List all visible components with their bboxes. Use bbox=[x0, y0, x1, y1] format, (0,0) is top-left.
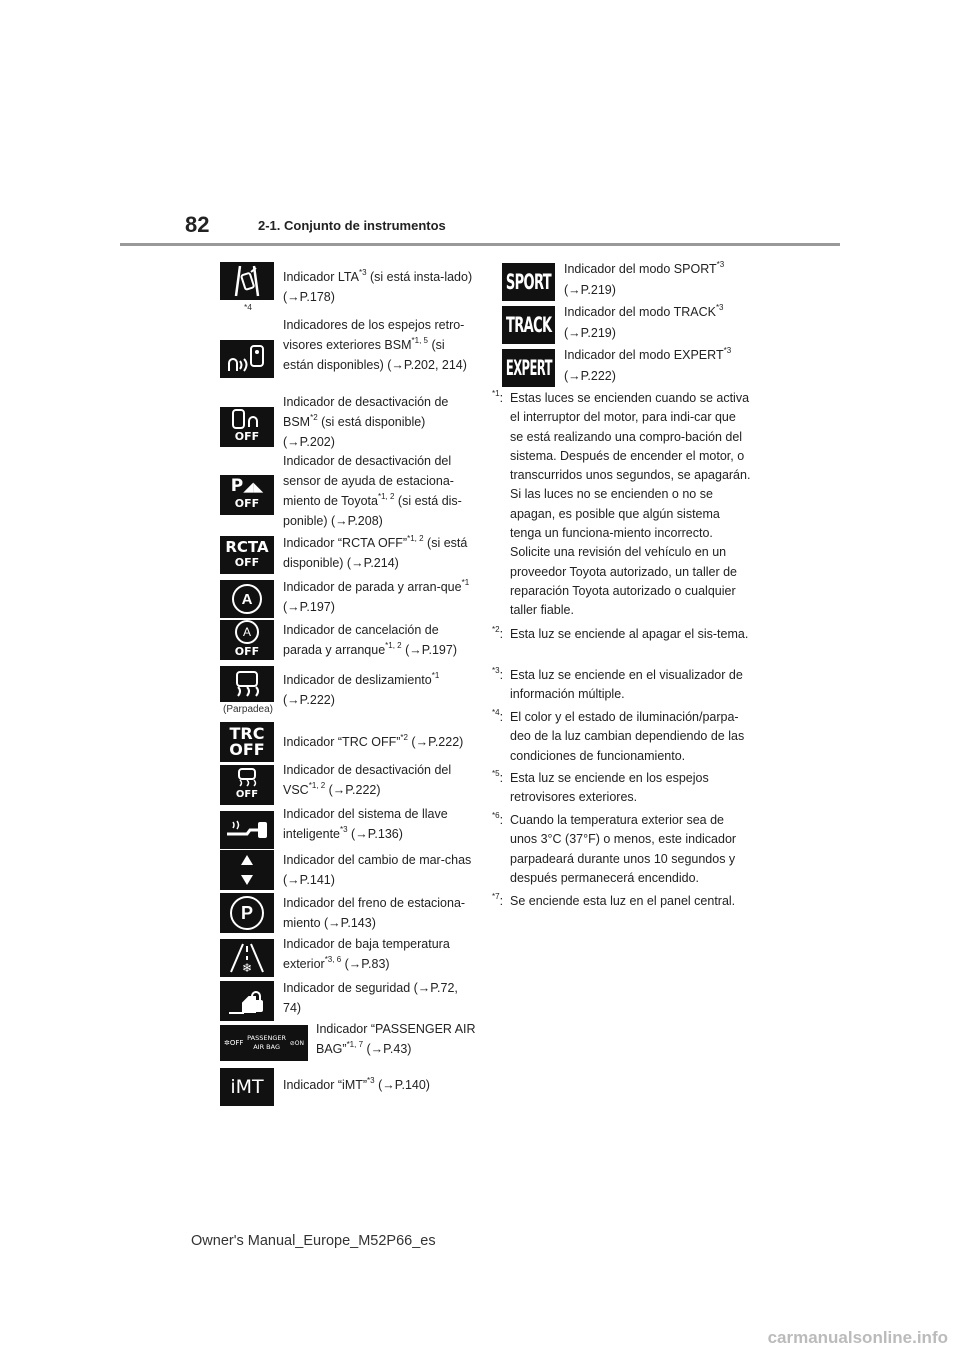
indicator-desc: Indicador de cancelación de parada y arranque$^{*1, 2}$ (→P.197) bbox=[283, 623, 457, 657]
indicator-desc: Indicador de parada y arran-que$^{*1}$ (→P.197) bbox=[283, 578, 470, 614]
header-rule bbox=[120, 243, 840, 246]
trc-off-icon: TRC OFF bbox=[220, 722, 274, 762]
indicator-desc: Indicador de desactivación del VSC$^{*1, 2}$ (→P.222) bbox=[283, 763, 452, 797]
footer-text: Owner's Manual_Europe_M52P66_es bbox=[191, 1233, 436, 1249]
indicator-desc: Indicador del modo EXPERT$^{*3}$ (→P.222) bbox=[564, 346, 732, 383]
shift-icon bbox=[220, 850, 274, 890]
icon-note: *4 bbox=[243, 302, 253, 312]
passenger-airbag-icon: ✲OFF PASSENGER AIR BAG ⊘ON bbox=[220, 1025, 308, 1061]
footnote: $^{*6}$: Cuando la temperatura exterior sea de unos 3°C (37°F) o menos, este indicador parpadeará durante unos 10 segundos y después permanecerá encendido. bbox=[492, 811, 737, 885]
indicator-desc: Indicador de seguridad (→P.72, 74) bbox=[283, 981, 458, 1015]
icon-note: (Parpadea) bbox=[222, 704, 274, 715]
page-number: 82 bbox=[185, 212, 210, 237]
section-title: 2-1. Conjunto de instrumentos bbox=[258, 218, 446, 233]
footnote: $^{*7}$: Se enciende esta luz en el panel central. bbox=[492, 892, 736, 908]
security-icon bbox=[220, 981, 274, 1021]
footnote: $^{*2}$: Esta luz se enciende al apagar el sis-tema. bbox=[492, 625, 749, 641]
indicator-desc: Indicador de desactivación del sensor de ayuda de estaciona-miento de Toyota$^{*1, 2}$ (si está dis-ponible) (→P.208) bbox=[283, 454, 462, 528]
indicator-desc: Indicador “PASSENGER AIR BAG”$^{*1, 7}$ (→P.43) bbox=[316, 1022, 476, 1056]
footnote: $^{*5}$: Esta luz se enciende en los espejos retrovisores exteriores. bbox=[492, 769, 709, 805]
expert-mode-icon: EXPERT bbox=[502, 349, 555, 387]
parking-brake-icon: P bbox=[220, 893, 274, 933]
slip-icon bbox=[220, 666, 274, 702]
stop-start-icon: A bbox=[220, 580, 274, 618]
indicator-desc: Indicador del sistema de llave inteligente$^{*3}$ (→P.136) bbox=[283, 807, 448, 841]
indicator-desc: Indicador de deslizamiento$^{*1}$ (→P.222) bbox=[283, 671, 440, 707]
footnote: $^{*4}$: El color y el estado de iluminación/parpa-deo de la luz cambian dependiendo de las condiciones de funcionamiento. bbox=[492, 708, 745, 763]
indicator-desc: Indicadores de los espejos retro-visores exteriores BSM$^{*1, 5}$ (si están disponibles) (→P.202, 214) bbox=[283, 318, 467, 372]
indicator-desc: Indicador del cambio de mar-chas (→P.141) bbox=[283, 853, 472, 887]
svg-text:❄: ❄ bbox=[241, 961, 253, 974]
indicator-desc: Indicador de desactivación de BSM$^{*2}$ (si está disponible) (→P.202) bbox=[283, 395, 449, 449]
vsc-off-icon: OFF bbox=[220, 765, 274, 805]
sport-mode-icon: SPORT bbox=[502, 263, 555, 301]
smart-key-icon bbox=[220, 811, 274, 849]
bsm-mirror-icon bbox=[220, 340, 274, 378]
indicator-desc: Indicador “iMT”$^{*3}$ (→P.140) bbox=[283, 1076, 430, 1092]
footnote: $^{*1}$: Estas luces se encienden cuando se activa el interruptor del motor, para indi-car que se está realizando una compro-bación del sistema. Después de encender el motor, o transcurridos unos segundos, se apagarán. Si las luces no se encienden o no se apagan, es posible que algún sistema tenga un funciona-miento incorrecto. Solicite una revisión del vehículo en un proveedor Toyota autorizado, un taller de reparación Toyota autorizado o cualquier taller fiable. bbox=[492, 389, 751, 618]
low-temp-icon bbox=[220, 939, 274, 977]
lta-icon bbox=[220, 262, 274, 300]
parking-sensor-off-icon: P◢◣ OFF bbox=[220, 475, 274, 515]
indicator-desc: Indicador de baja temperatura exterior$^{*3, 6}$ (→P.83) bbox=[283, 937, 450, 971]
footnote: $^{*3}$: Esta luz se enciende en el visualizador de información múltiple. bbox=[492, 666, 743, 702]
stop-start-off-icon: A OFF bbox=[220, 620, 274, 660]
indicator-desc: Indicador “TRC OFF”$^{*2}$ (→P.222) bbox=[283, 733, 464, 749]
watermark[interactable]: carmanualsonline.info bbox=[767, 1328, 948, 1347]
indicator-desc: Indicador “RCTA OFF”$^{*1, 2}$ (si está disponible) (→P.214) bbox=[283, 534, 468, 570]
indicator-desc: Indicador del freno de estaciona-miento (→P.143) bbox=[283, 896, 466, 930]
bsm-off-icon: OFF bbox=[220, 407, 274, 447]
indicator-desc: Indicador del modo TRACK$^{*3}$ (→P.219) bbox=[564, 303, 724, 340]
indicator-desc: Indicador LTA$^{*3}$ (si está insta-lado) (→P.178) bbox=[283, 268, 473, 304]
indicator-desc: Indicador del modo SPORT$^{*3}$ (→P.219) bbox=[564, 260, 725, 297]
rcta-off-icon: RCTA OFF bbox=[220, 536, 274, 574]
imt-icon: iMT bbox=[220, 1068, 274, 1106]
track-mode-icon: TRACK bbox=[502, 306, 555, 344]
